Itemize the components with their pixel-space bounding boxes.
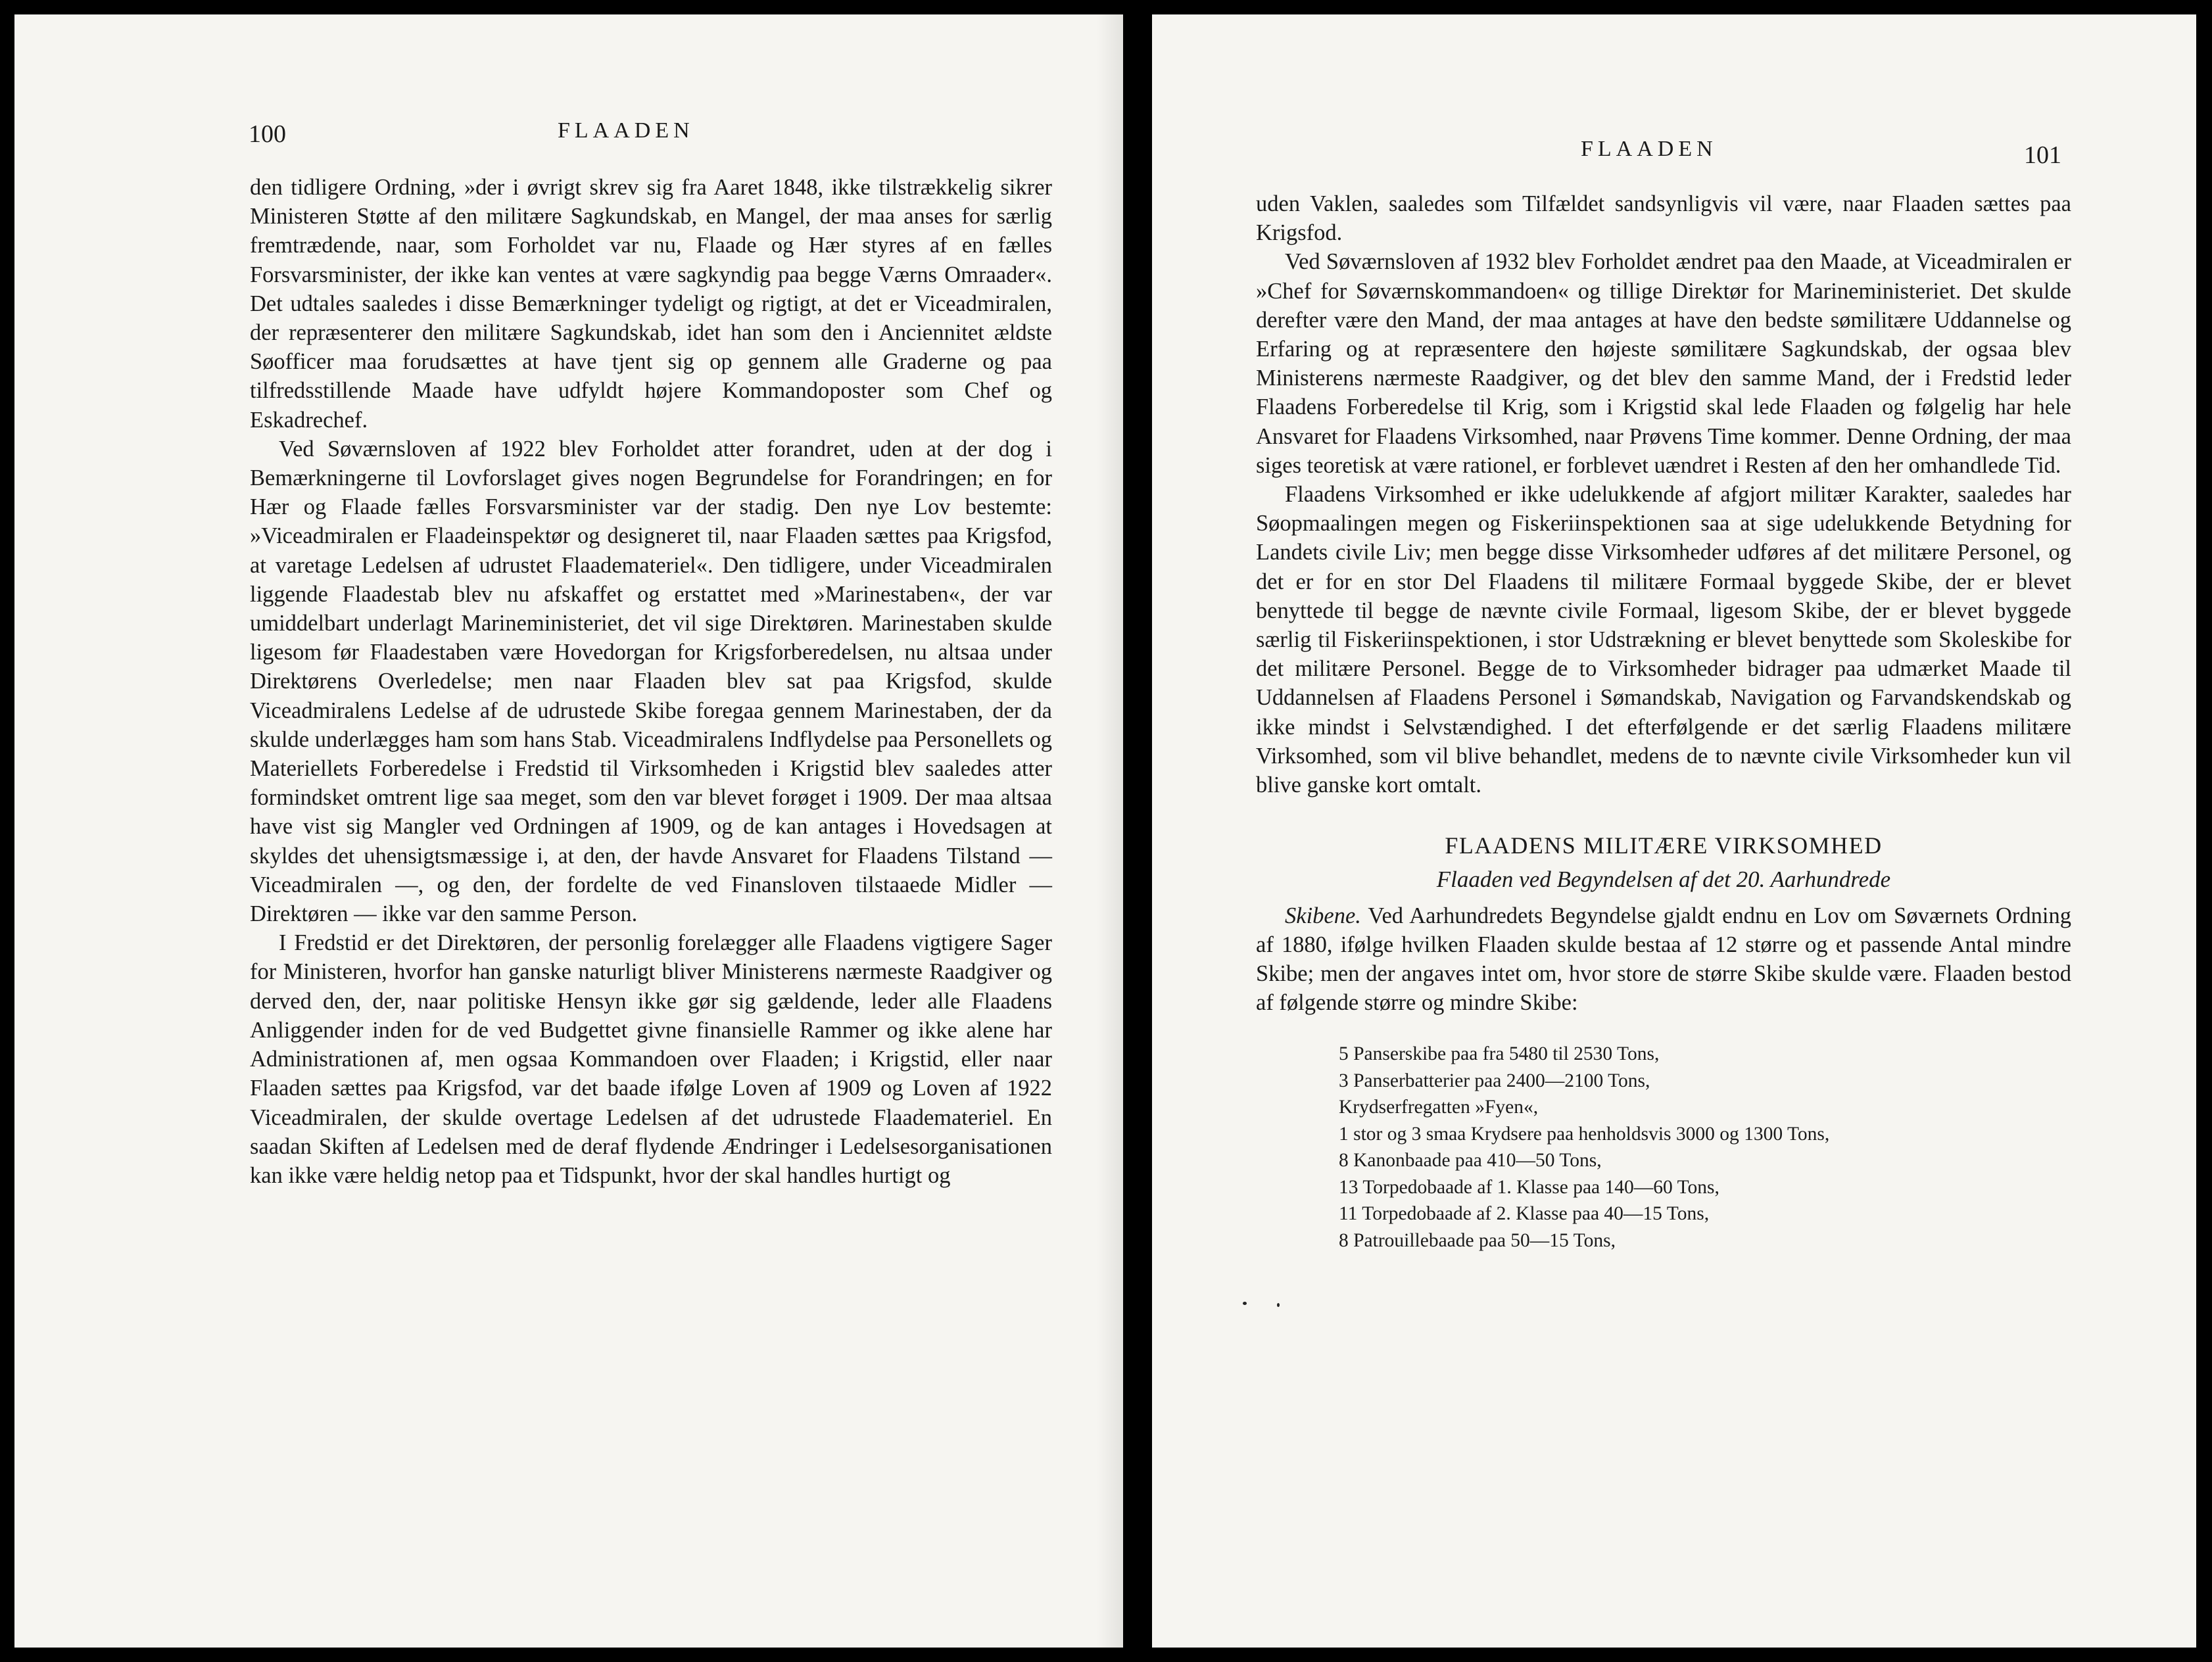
left-text-column <box>250 173 1052 1190</box>
list-item: 8 Kanonbaade paa 410—50 Tons, <box>1339 1150 1602 1172</box>
page-number: 100 <box>249 120 286 148</box>
paragraph: den tidligere Ordning, »der i øvrigt skrev sig fra Aaret 1848, ikke tilstrækkelig sikrer Ministeren Støtte af den militære Sagkundskab, en Mangel, der maa anses for særlig fremtrædende, naar, som Forholdet var nu, Flaade og Hær styres af en fælles Forsvarsminister, der ikke kan ventes at være sagkyndig paa begge Værns Omraader«. Det udtales saaledes i disse Bemærkninger tydeligt og rigtigt, at det er Viceadmiralen, der repræsenterer den militære Sagkundskab, idet han som den i Anciennitet ældste Søofficer maa forudsættes at have tjent sig op gennem alle Graderne og paa tilfredsstillende Maade have udfyldt højere Kommandoposter som Chef og Eskadrechef. <box>250 175 1052 433</box>
intro-text: Ved Aarhundredets Begyndelse gjaldt endnu en Lov om Søværnets Ordning af 1880, ifølge hvilken Flaaden skulde bestaa af 12 større og et passende Antal mindre Skibe; men der angaves intet om, hvor store de større Skibe skulde være. Flaaden bestod af følgende større og mindre Skibe: <box>1256 903 2071 1016</box>
paragraph <box>1256 901 2071 1018</box>
right-text-column <box>1256 189 2071 1254</box>
ink-speck <box>1243 1302 1247 1305</box>
list-item: 13 Torpedobaade af 1. Klasse paa 140—60 Tons, <box>1339 1176 1719 1198</box>
right-page <box>1152 14 2196 1648</box>
subheading: Flaaden ved Begyndelsen af det 20. Aarhundrede <box>1436 867 1891 893</box>
list-item: 8 Patrouillebaade paa 50—15 Tons, <box>1339 1229 1616 1251</box>
running-head: FLAADEN <box>1581 137 1718 161</box>
list-item: Krydserfregatten »Fyen«, <box>1339 1097 1539 1118</box>
ship-list <box>1256 1041 2071 1254</box>
paragraph: I Fredstid er det Direktøren, der personlig forelægger alle Flaadens vigtigere Sager for Ministeren, hvorfor han ganske naturligt bliver Ministerens nærmeste Raadgiver og derved den, der, naar politiske Hensyn ikke gør sig gældende, leder alle Flaadens Anliggender inden for de ved Budgettet givne finansielle Rammer og ikke alene har Administrationen af, men ogsaa Kommandoen over Flaaden; i Krigstid, eller naar Flaaden sættes paa Krigsfod, var det baade ifølge Loven af 1909 og Loven af 1922 Viceadmiralen, der skulde overtage Ledelsen af det udrustede Flaademateriel. En saadan Skiften af Ledelsen med de deraf flydende Ændringer i Ledelsesorganisationen kan ikke være heldig netop paa et Tidspunkt, hvor der skal handles hurtigt og <box>250 930 1052 1188</box>
paragraph: Ved Søværnsloven af 1922 blev Forholdet atter forandret, uden at der dog i Bemærkningerne til Lovforslaget gives nogen Begrundelse for Forandringen; en for Hær og Flaade fælles Forsvarsminister var der stadig. Den nye Lov bestemte: »Viceadmiralen er Flaadeinspektør og designeret til, naar Flaaden sættes paa Krigsfod, at varetage Ledelsen af udrustet Flaademateriel«. Den tidligere, under Viceadmiralen liggende Flaadestab blev nu afskaffet og erstattet med »Marinestaben«, der var umiddelbart underlagt Marineministeriet, det vil sige Direktøren. Marinestaben skulde ligesom før Flaadestaben være Hovedorgan for Krigsforberedelsen, nu altsaa under Direktørens Overledelse; men naar Flaaden blev sat paa Krigsfod, skulde Viceadmiralens Ledelse af de udrustede Skibe foregaa gennem Marinestaben, der da skulde underlægges ham som hans Stab. Viceadmiralens Indflydelse paa Personellets og Materiellets Forberedelse i Fredstid til Virksomheden i Krigstid blev saaledes atter formindsket omtrent lige saa meget, som den var blevet forøget i 1909. Der maa altsaa have vist sig Mangler ved Ordningen af 1909, og de kan antages i Hovedsagen at skyldes det uhensigtsmæssige i, at den, der havde Ansvaret for Flaadens Tilstand — Viceadmiralen —, og den, der fordelte de ved Finansloven tilstaaede Midler — Direktøren — ikke var den samme Person. <box>250 436 1052 927</box>
section-heading: FLAADENS MILITÆRE VIRKSOMHED <box>1445 832 1883 859</box>
ink-speck <box>1277 1303 1280 1307</box>
paragraph: uden Vaklen, saaledes som Tilfældet sandsynligvis vil være, naar Flaaden sættes paa Krigsfod. <box>1256 191 2071 246</box>
list-item: 11 Torpedobaade af 2. Klasse paa 40—15 Tons, <box>1339 1203 1710 1225</box>
paragraph: Flaadens Virksomhed er ikke udelukkende af afgjort militær Karakter, saaledes har Søopmaalingen megen og Fiskeriinspektionen saa at sige udelukkende Betydning for Landets civile Liv; men begge disse Virksomheder udføres af det militære Personel, og det er for en stor Del Flaadens til militære Formaal byggede Skibe, der er blevet benyttede til begge de nævnte civile Formaal, ligesom Skibe, der er blevet byggede særlig til Fiskeriinspektionen, i stor Udstrækning er blevet benyttede som Skoleskibe for det militære Personel. Begge de to Virksomheder bidrager paa udmærket Maade til Uddannelsen af Flaadens Personel i Sømandskab, Navigation og Farvandskendskab og ikke mindst i Selvstændighed. I det efterfølgende er det særlig Flaadens militære Virksomhed, som vil blive behandlet, medens de to nævnte civile Virksomheder kun vil blive ganske kort omtalt. <box>1256 482 2071 798</box>
list-item: 5 Panserskibe paa fra 5480 til 2530 Tons, <box>1339 1043 1660 1065</box>
running-head: FLAADEN <box>558 118 694 143</box>
page-number: 101 <box>2024 141 2061 169</box>
left-page <box>14 14 1123 1648</box>
intro-label: Skibene. <box>1285 903 1361 928</box>
list-item: 1 stor og 3 smaa Krydsere paa henholdsvis 3000 og 1300 Tons, <box>1339 1123 1830 1145</box>
paragraph: Ved Søværnsloven af 1932 blev Forholdet ændret paa den Maade, at Viceadmiralen er »Chef for Søværnskommandoen« og tillige Direktør for Marineministeriet. Det skulde derefter være den Mand, der maa antages at have den bedste sømilitære Uddannelse og Erfaring og at repræsentere den højeste sømilitære Sagkundskab, der ogsaa blev Ministerens nærmeste Raadgiver, og det blev den samme Mand, der i Fredstid leder Flaadens Forberedelse til Krig, som i Krigstid skal lede Flaaden og følgelig har hele Ansvaret for Flaadens Virksomhed, naar Prøvens Time kommer. Denne Ordning, der maa siges teoretisk at være rationel, er forblevet uændret i Resten af den her omhandlede Tid. <box>1256 249 2071 478</box>
page-fold-shadow <box>1097 14 1123 1648</box>
list-item: 3 Panserbatterier paa 2400—2100 Tons, <box>1339 1070 1650 1091</box>
